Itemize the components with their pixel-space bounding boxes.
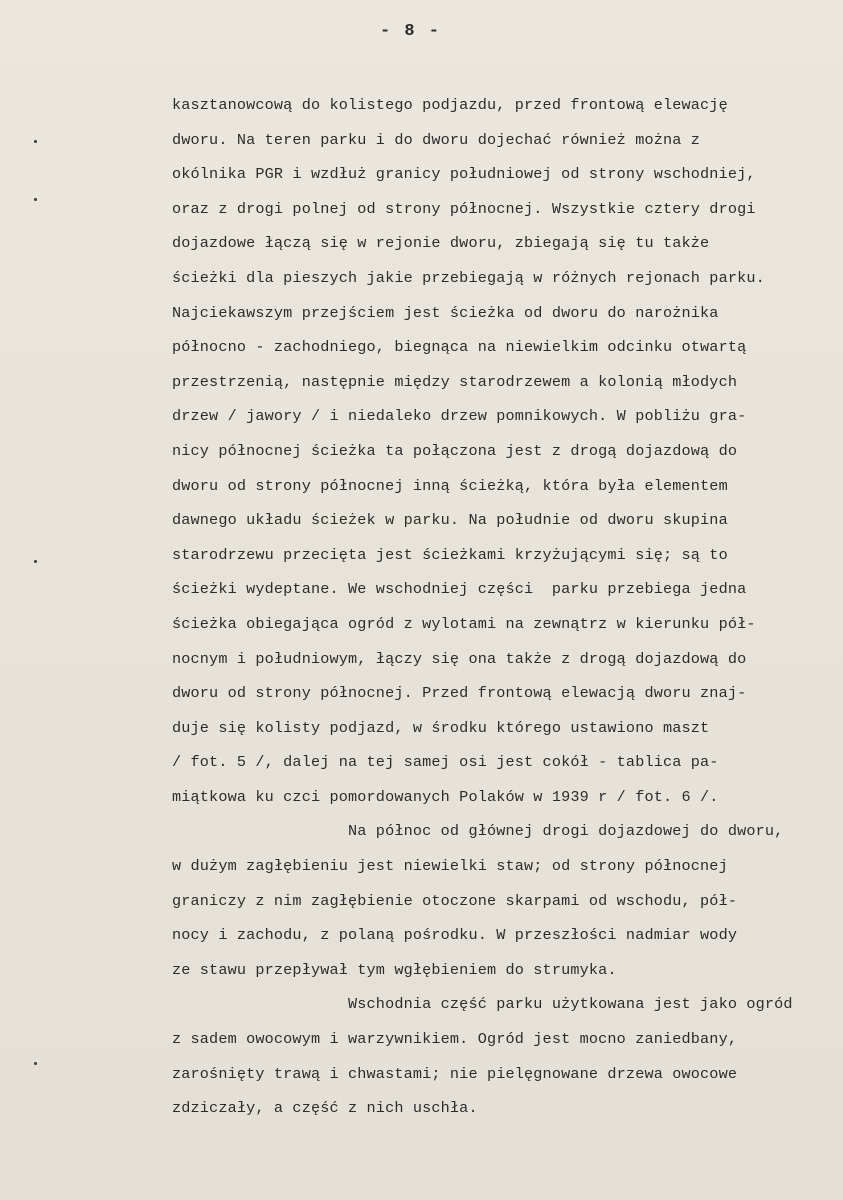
text-line: dworu od strony północnej inną ścieżką, która była elementem	[172, 476, 728, 495]
text-line: nocnym i południowym, łączy się ona także z drogą dojazdową do	[172, 649, 747, 668]
page-number: - 8 -	[380, 22, 442, 41]
text-line: dworu od strony północnej. Przed frontową elewacją dworu znaj-	[172, 684, 747, 703]
text-line: drzew / jawory / i niedaleko drzew pomnikowych. W pobliżu gra-	[172, 407, 747, 426]
text-line: zdziczały, a część z nich uschła.	[172, 1099, 478, 1118]
margin-mark	[34, 560, 37, 563]
text-line: ścieżka obiegająca ogród z wylotami na zewnątrz w kierunku pół-	[172, 614, 756, 633]
text-line: dawnego układu ścieżek w parku. Na południe od dworu skupina	[172, 511, 728, 530]
text-line: miątkowa ku czci pomordowanych Polaków w 1939 r / fot. 6 /.	[172, 787, 719, 806]
margin-mark	[34, 1062, 37, 1065]
text-line: dojazdowe łączą się w rejonie dworu, zbiegają się tu także	[172, 234, 710, 253]
text-line: zarośnięty trawą i chwastami; nie pielęgnowane drzewa owocowe	[172, 1064, 738, 1083]
text-line: Na północ od głównej drogi dojazdowej do dworu,	[172, 822, 784, 841]
text-line: przestrzenią, następnie między starodrzewem a kolonią młodych	[172, 372, 738, 391]
text-line: dworu. Na teren parku i do dworu dojechać również można z	[172, 130, 701, 149]
text-line: w dużym zagłębieniu jest niewielki staw; od strony północnej	[172, 857, 728, 876]
text-line: okólnika PGR i wzdłuż granicy południowej od strony wschodniej,	[172, 165, 756, 184]
text-line: ścieżki dla pieszych jakie przebiegają w różnych rejonach parku.	[172, 268, 765, 287]
text-line: północno - zachodniego, biegnąca na niewielkim odcinku otwartą	[172, 338, 747, 357]
text-line: Najciekawszym przejściem jest ścieżka od dworu do narożnika	[172, 303, 719, 322]
margin-mark	[34, 140, 37, 143]
margin-mark	[34, 198, 37, 201]
text-line: nicy północnej ścieżka ta połączona jest z drogą dojazdową do	[172, 441, 738, 460]
text-line: oraz z drogi polnej od strony północnej. Wszystkie cztery drogi	[172, 199, 756, 218]
text-line: z sadem owocowym i warzywnikiem. Ogród jest mocno zaniedbany,	[172, 1030, 738, 1049]
text-line: graniczy z nim zagłębienie otoczone skarpami od wschodu, pół-	[172, 891, 738, 910]
text-line: / fot. 5 /, dalej na tej samej osi jest cokół - tablica pa-	[172, 753, 719, 772]
text-line: nocy i zachodu, z polaną pośrodku. W przeszłości nadmiar wody	[172, 926, 738, 945]
text-line: Wschodnia część parku użytkowana jest jako ogród	[172, 995, 793, 1014]
text-line: ścieżki wydeptane. We wschodniej części parku przebiega jedna	[172, 580, 747, 599]
text-line: ze stawu przepływał tym wgłębieniem do strumyka.	[172, 960, 617, 979]
text-line: kasztanowcową do kolistego podjazdu, przed frontową elewację	[172, 96, 728, 114]
body-text	[172, 88, 832, 1126]
text-line: duje się kolisty podjazd, w środku którego ustawiono maszt	[172, 718, 710, 737]
text-line: starodrzewu przecięta jest ścieżkami krzyżującymi się; są to	[172, 545, 728, 564]
